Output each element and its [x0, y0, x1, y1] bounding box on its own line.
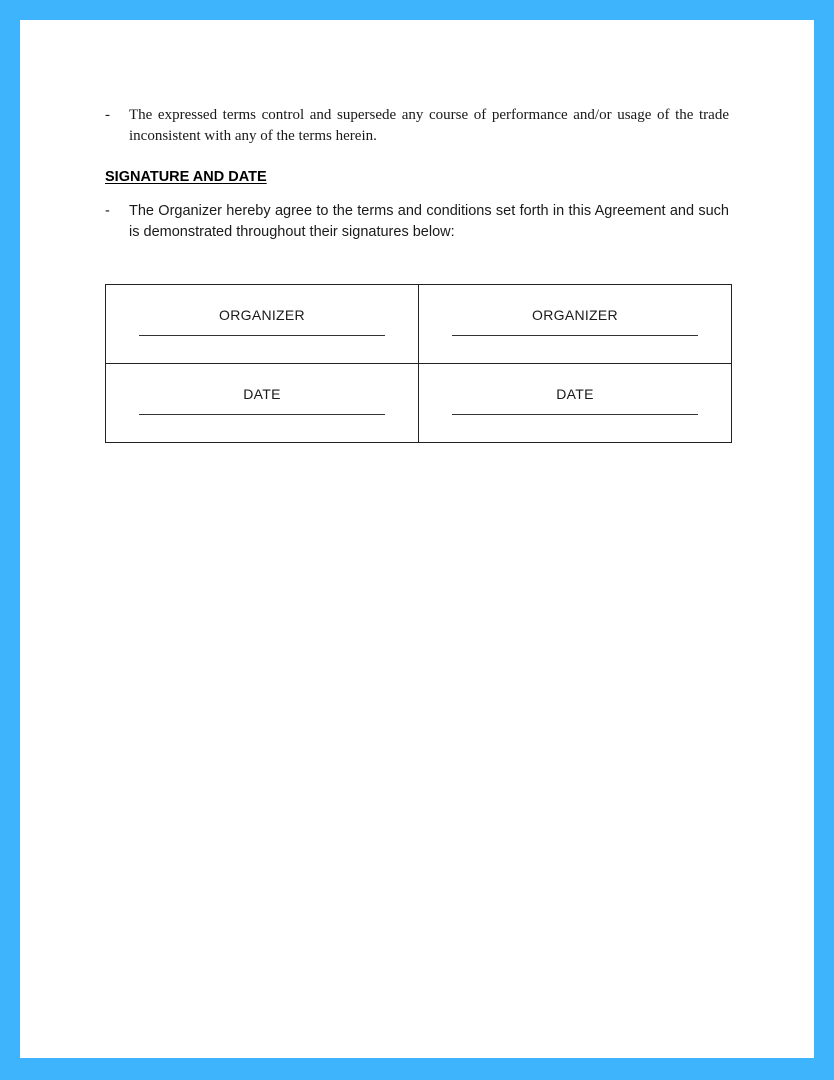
bullet-dash-icon: - [105, 107, 110, 123]
signature-cell-date-left[interactable] [106, 363, 419, 442]
paragraph-expressed-terms-text: The expressed terms control and supersede any course of performance and/or usage of the trade inconsistent with any of the terms herein. [129, 107, 729, 145]
date-line[interactable] [452, 414, 698, 415]
section-heading-container [105, 168, 729, 186]
cell-label-date: DATE [243, 385, 281, 402]
cell-label-organizer: ORGANIZER [532, 306, 618, 323]
document-page-sheet [20, 20, 814, 1058]
signature-line[interactable] [452, 335, 698, 336]
spacer-after-paragraph-1 [105, 148, 729, 168]
paragraph-expressed-terms [105, 105, 729, 148]
spacer-after-heading [105, 186, 729, 201]
paragraph-organizer-agreement [105, 201, 729, 244]
table-row [106, 284, 732, 363]
bullet-dash-icon: - [105, 202, 110, 219]
spacer-before-table [105, 244, 729, 284]
page-title: SIGNATURE AND DATE [105, 168, 267, 185]
paragraph-organizer-agreement-text: The Organizer hereby agree to the terms and conditions set forth in this Agreement and such is demonstrated throughout their signatures below: [129, 202, 729, 241]
cell-label-date: DATE [556, 385, 594, 402]
date-line[interactable] [139, 414, 385, 415]
signature-cell-organizer-left[interactable] [106, 284, 419, 363]
signature-cell-date-right[interactable] [419, 363, 732, 442]
signature-cell-organizer-right[interactable] [419, 284, 732, 363]
signature-line[interactable] [139, 335, 385, 336]
cell-label-organizer: ORGANIZER [219, 306, 305, 323]
table-row [106, 363, 732, 442]
document-body [105, 105, 729, 443]
signature-table [105, 284, 732, 443]
